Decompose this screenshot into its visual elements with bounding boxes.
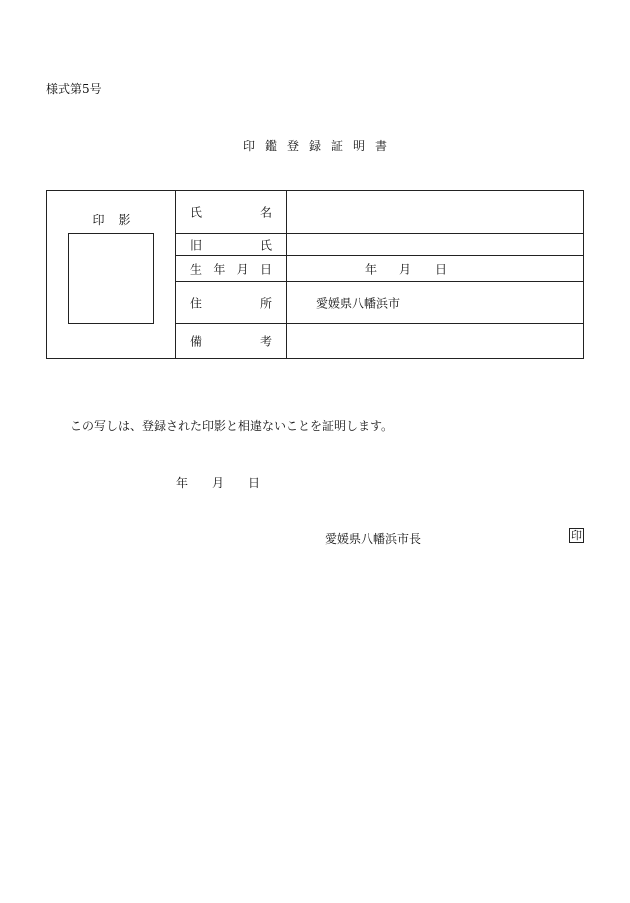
remarks-label <box>176 324 287 358</box>
remarks-label-char-2: 考 <box>259 334 272 349</box>
name-label <box>176 191 287 233</box>
birth-label-char-1: 生 <box>190 262 203 276</box>
address-value[interactable] <box>287 282 584 323</box>
row-remarks <box>176 324 584 358</box>
birth-label-char-2: 年 <box>213 262 226 276</box>
document-title: 印鑑登録証明書 <box>242 139 397 153</box>
remarks-value[interactable] <box>287 324 584 358</box>
former-name-value[interactable] <box>287 234 584 255</box>
official-seal-mark: 印 <box>571 529 582 542</box>
address-label-char-1: 住 <box>190 296 203 310</box>
birth-date-label <box>176 256 287 281</box>
form-number: 様式第5号 <box>46 82 102 96</box>
address-value-text: 愛媛県八幡浜市 <box>316 296 401 310</box>
address-label-char-2: 所 <box>259 296 272 310</box>
issue-month-mark: 月 <box>212 476 225 490</box>
seal-impression-box <box>68 233 154 324</box>
birth-date-value[interactable] <box>287 256 584 281</box>
name-value[interactable] <box>287 191 584 233</box>
row-birth-date <box>176 256 584 282</box>
issue-date <box>176 474 260 491</box>
birth-label-char-4: 日 <box>259 262 272 276</box>
former-name-label-char-1: 旧 <box>190 238 203 252</box>
certification-statement: この写しは、登録された印影と相違ないことを証明します。 <box>70 419 394 433</box>
former-name-label-char-2: 氏 <box>259 238 272 252</box>
birth-year-mark: 年 <box>365 262 378 276</box>
seal-impression-label: 印影 <box>92 213 145 227</box>
birth-day-mark: 日 <box>435 262 448 276</box>
name-label-char-2: 名 <box>259 205 272 220</box>
row-address <box>176 282 584 324</box>
address-label <box>176 282 287 323</box>
row-name <box>176 191 584 234</box>
seal-impression-column <box>47 191 176 358</box>
former-name-label <box>176 234 287 255</box>
registration-table <box>46 190 584 359</box>
birth-month-mark: 月 <box>399 262 412 276</box>
birth-label-char-3: 月 <box>236 262 249 276</box>
issuer-name: 愛媛県八幡浜市長 <box>325 532 422 546</box>
name-label-char-1: 氏 <box>190 205 203 220</box>
row-former-name <box>176 234 584 256</box>
remarks-label-char-1: 備 <box>190 334 203 349</box>
issue-day-mark: 日 <box>248 476 261 490</box>
issue-year-mark: 年 <box>176 476 189 490</box>
